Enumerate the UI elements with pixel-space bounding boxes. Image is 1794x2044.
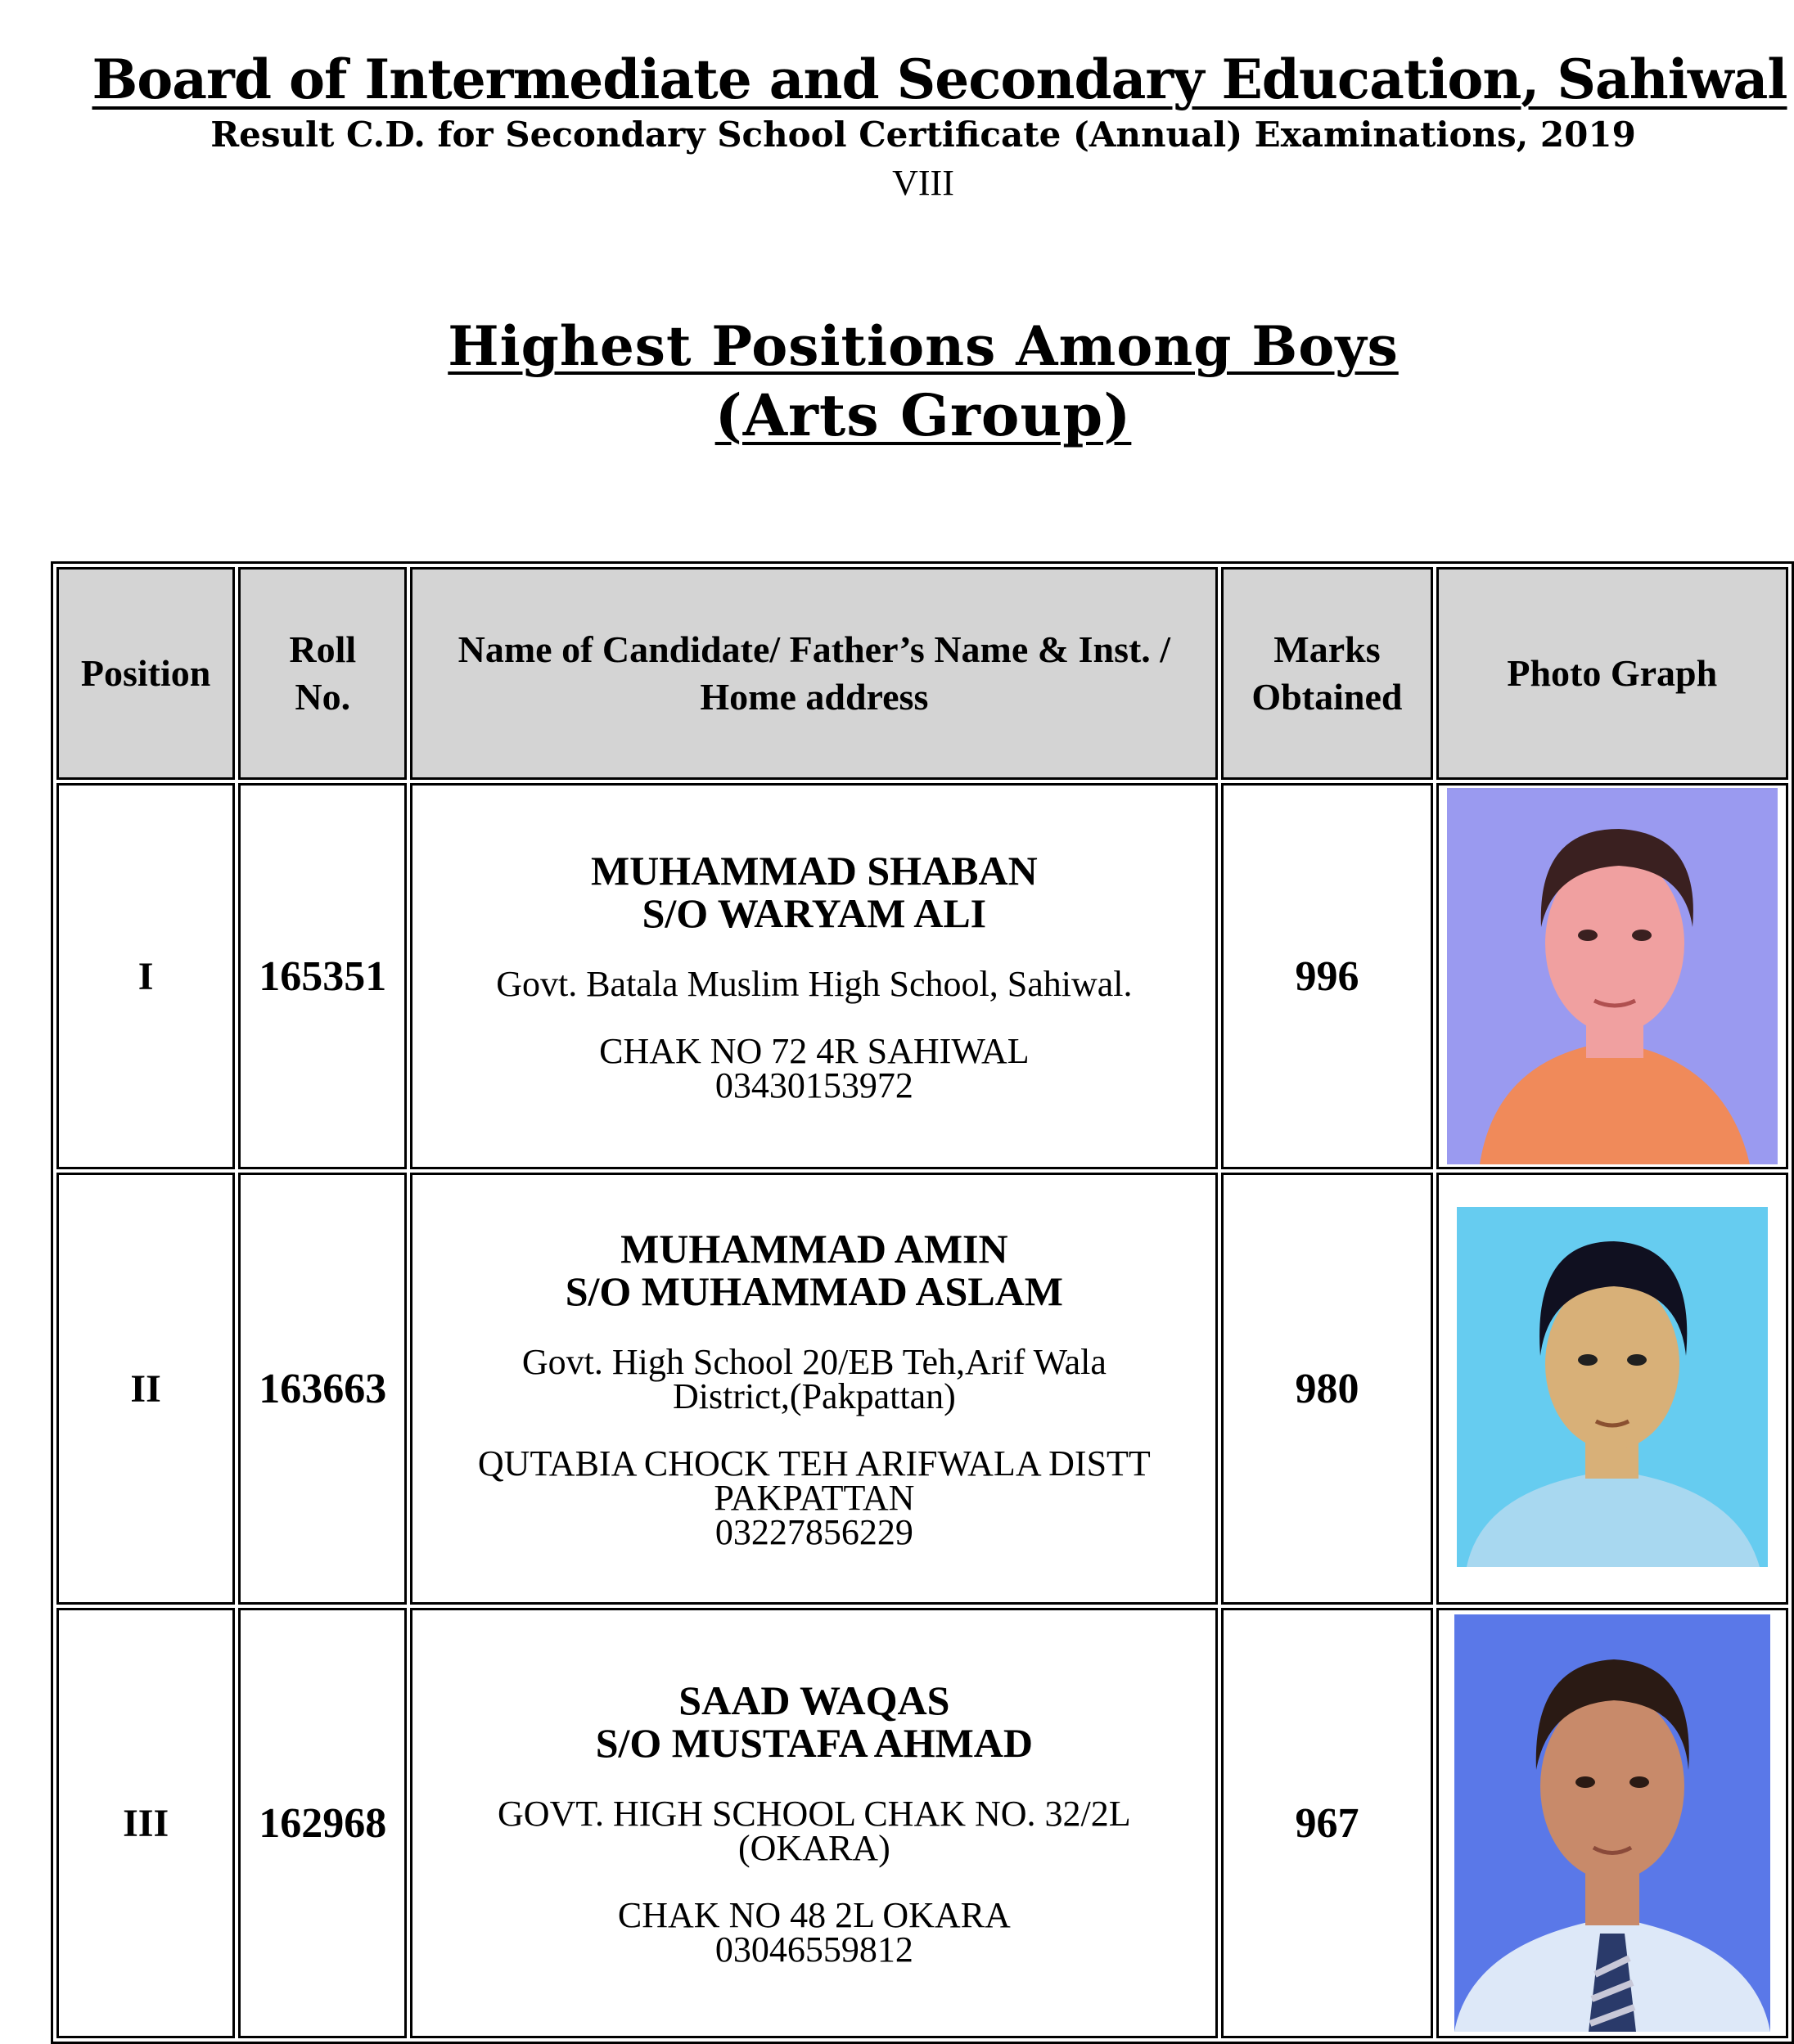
institution — [412, 1794, 1215, 1868]
table-row — [56, 1173, 1788, 1605]
address-line: CHAK NO 48 2L OKARA — [617, 1895, 1011, 1935]
photo-cell — [1436, 1608, 1788, 2038]
home-address — [412, 1443, 1215, 1552]
board-title: Board of Intermediate and Secondary Education, Sahiwal — [92, 47, 1787, 111]
table-row — [56, 1608, 1788, 2038]
position-cell: II — [56, 1173, 235, 1605]
photo-cell — [1436, 1173, 1788, 1605]
position-cell: I — [56, 783, 235, 1169]
phone-number: 03046559812 — [714, 1929, 913, 1970]
institution — [412, 1342, 1215, 1416]
result-subtitle: Result C.D. for Secondary School Certificate (Annual) Examinations, 2019 — [210, 115, 1636, 155]
phone-number: 03227856229 — [714, 1512, 913, 1552]
header-roll-line2: No. — [295, 676, 351, 718]
address-line: QUTABIA CHOCK TEH ARIFWALA DISTT — [477, 1443, 1151, 1483]
institution-line: Govt. High School 20/EB Teh,Arif Wala — [521, 1342, 1107, 1382]
roll-cell: 163663 — [238, 1173, 407, 1605]
father-name: S/O MUSTAFA AHMAD — [595, 1720, 1033, 1766]
header-name-line1: Name of Candidate/ Father’s Name & Inst. / — [458, 628, 1171, 670]
institution-line: GOVT. HIGH SCHOOL CHAK NO. 32/2L — [498, 1794, 1131, 1834]
table-header-row — [56, 567, 1788, 780]
phone-number: 03430153972 — [714, 1065, 913, 1105]
section-heading: Highest Positions Among Boys — [448, 314, 1399, 378]
father-name: S/O MUHAMMAD ASLAM — [565, 1268, 1064, 1314]
home-address — [412, 1031, 1215, 1105]
candidate-photo — [1447, 788, 1778, 1164]
header-marks — [1221, 567, 1432, 780]
table-row — [56, 783, 1788, 1169]
address-line: CHAK NO 72 4R SAHIWAL — [599, 1031, 1030, 1071]
header-marks-line1: Marks — [1273, 628, 1381, 670]
roll-cell: 165351 — [238, 783, 407, 1169]
marks-cell: 980 — [1221, 1173, 1432, 1605]
candidate-photo — [1454, 1614, 1770, 2032]
header-marks-line2: Obtained — [1251, 676, 1403, 718]
group-heading: (Arts Group) — [714, 381, 1132, 449]
address-line: PAKPATTAN — [714, 1478, 915, 1518]
candidate-name: SAAD WAQAS — [678, 1677, 950, 1723]
home-address — [412, 1895, 1215, 1970]
institution-line: (OKARA) — [737, 1828, 890, 1868]
results-table — [51, 561, 1794, 2044]
candidate-cell — [410, 1608, 1218, 2038]
institution: Govt. Batala Muslim High School, Sahiwal. — [496, 964, 1133, 1004]
header-roll-line1: Roll — [289, 628, 357, 670]
header-position: Position — [56, 567, 235, 780]
candidate-cell — [410, 1173, 1218, 1605]
candidate-photo — [1450, 1192, 1774, 1585]
header-name — [410, 567, 1218, 780]
candidate-name: MUHAMMAD SHABAN — [590, 848, 1038, 894]
candidate-cell — [410, 783, 1218, 1169]
photo-cell — [1436, 783, 1788, 1169]
roll-cell: 162968 — [238, 1608, 407, 2038]
marks-cell: 967 — [1221, 1608, 1432, 2038]
candidate-name: MUHAMMAD AMIN — [620, 1226, 1008, 1272]
institution-line: District,(Pakpattan) — [672, 1376, 956, 1416]
class-label: VIII — [892, 163, 954, 203]
header-photo: Photo Graph — [1436, 567, 1788, 780]
header-name-line2: Home address — [700, 676, 929, 718]
father-name: S/O WARYAM ALI — [642, 890, 987, 936]
header-roll — [238, 567, 407, 780]
position-cell: III — [56, 1608, 235, 2038]
marks-cell: 996 — [1221, 783, 1432, 1169]
